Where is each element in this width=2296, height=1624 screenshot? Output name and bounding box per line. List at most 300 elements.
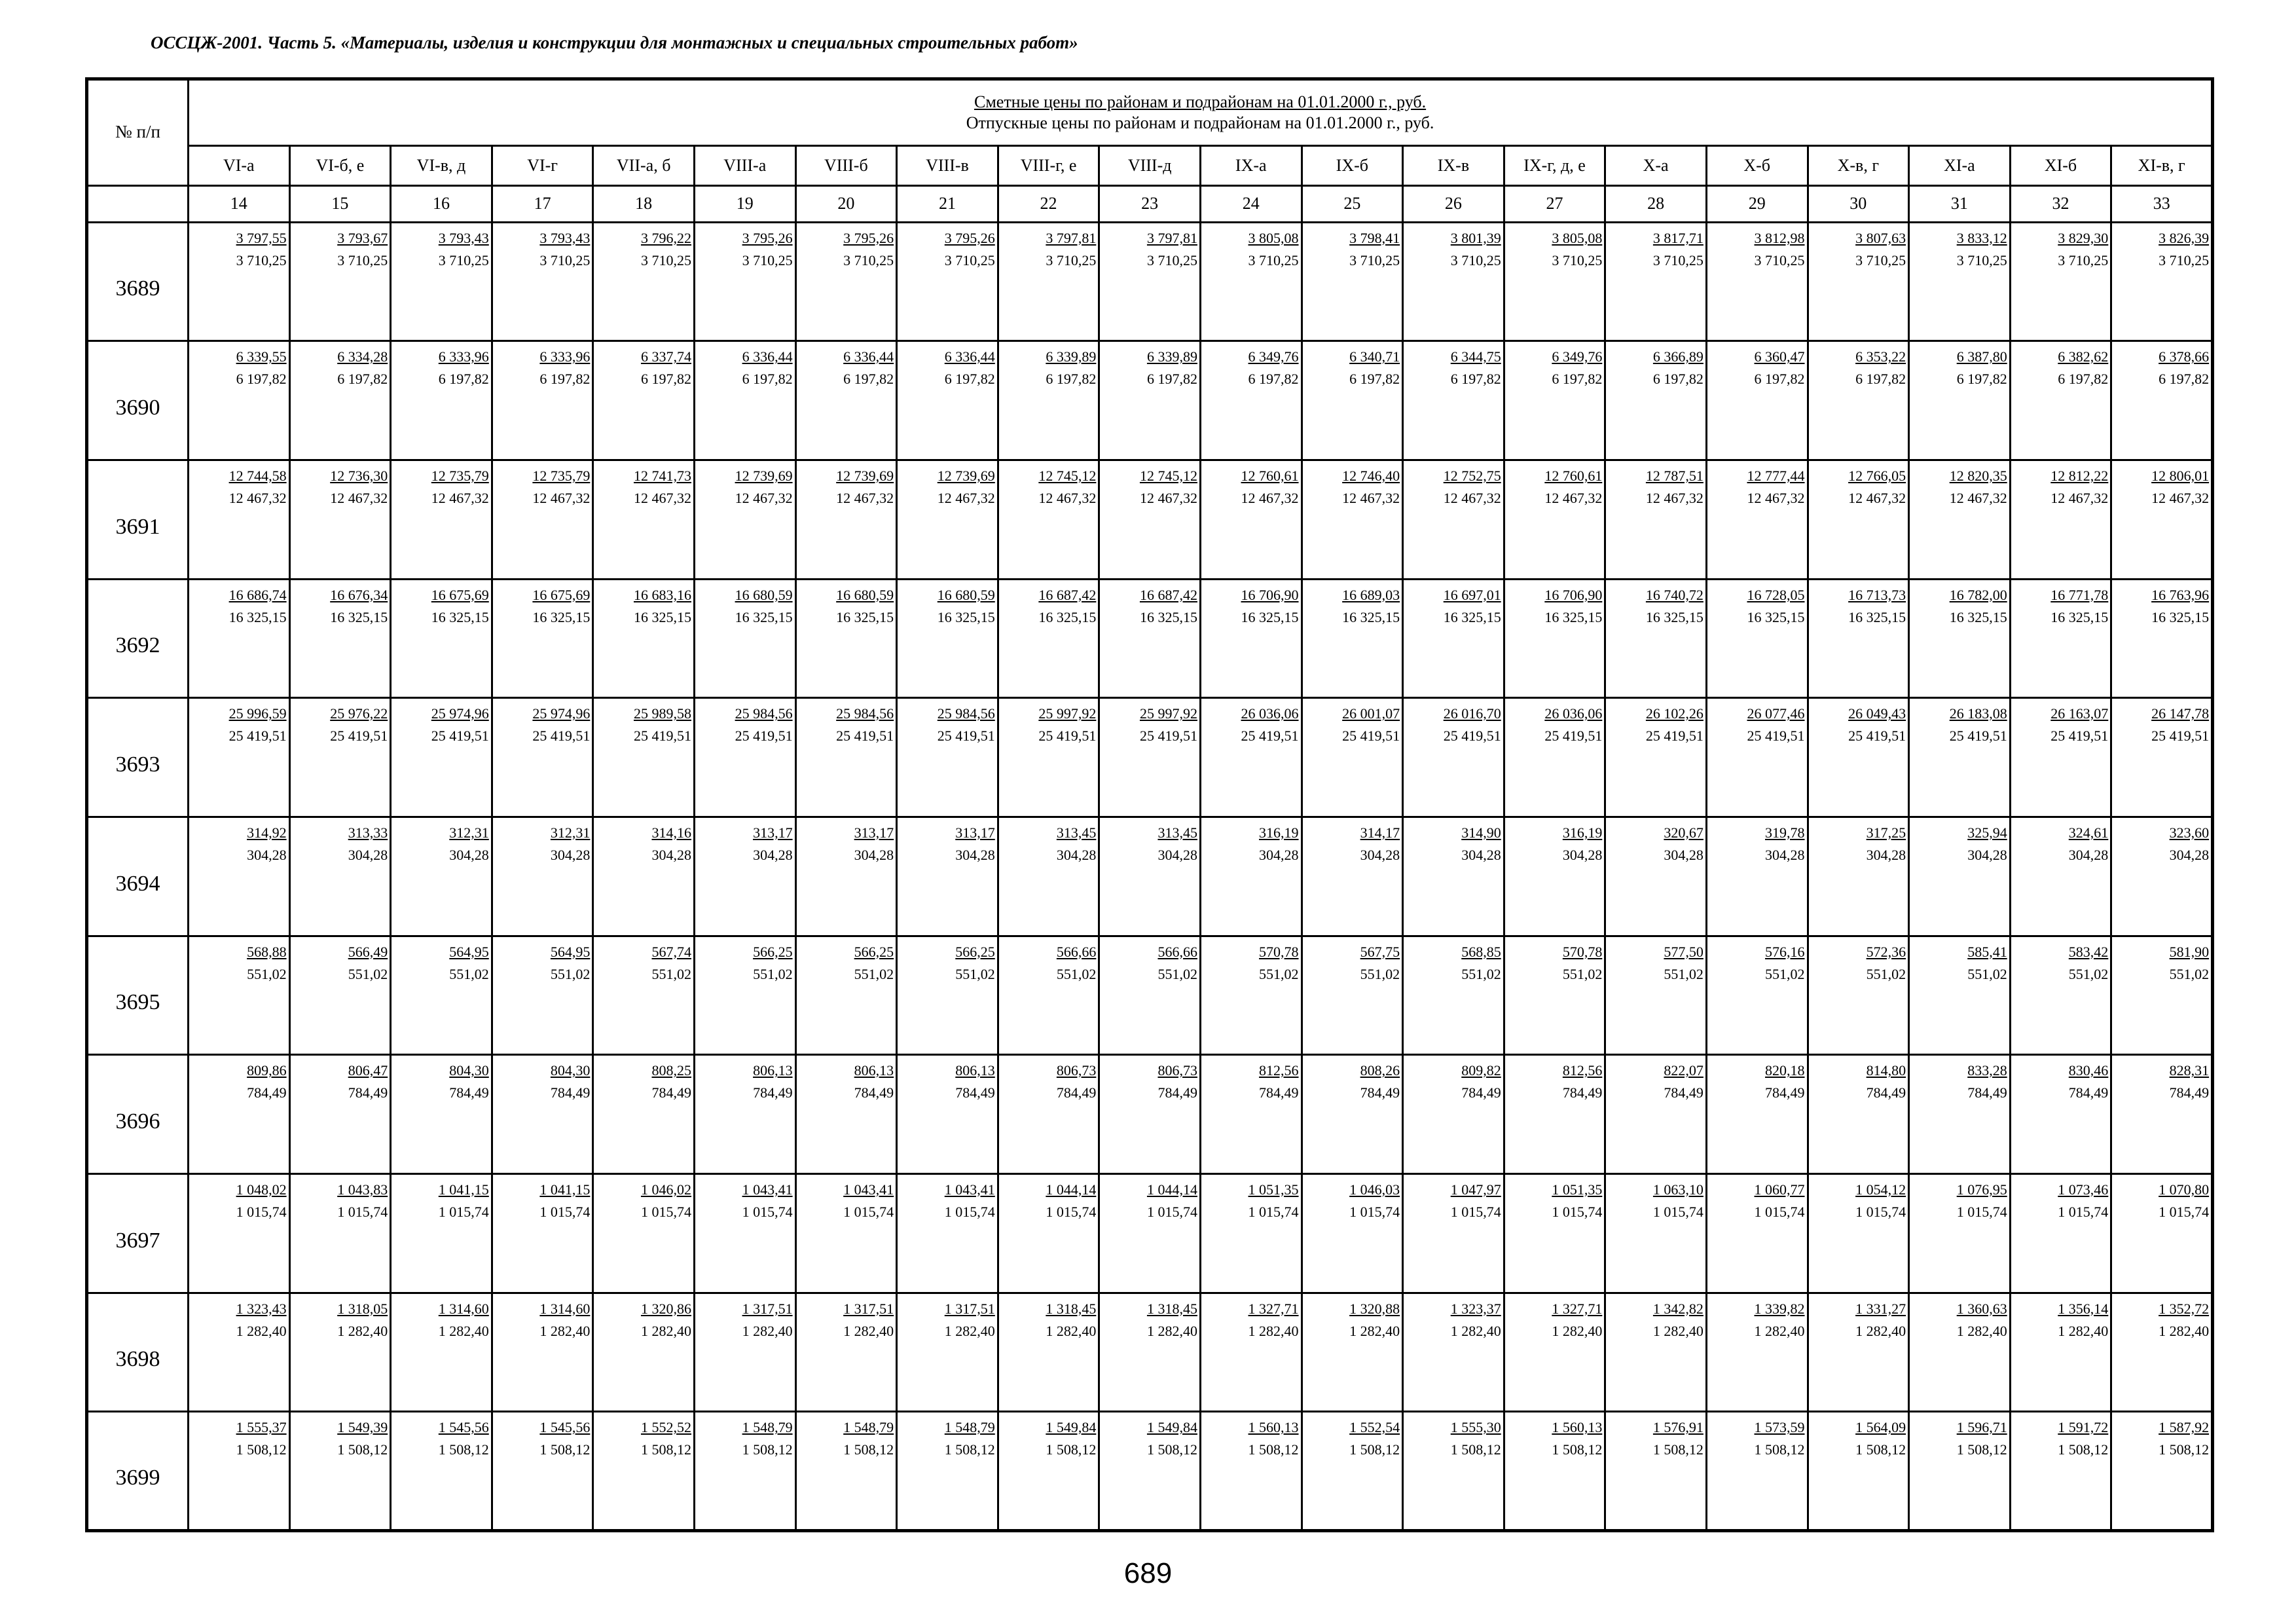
row-number: 3690 (87, 341, 189, 460)
estimate-price: 314,90 (1461, 824, 1501, 841)
price-cell (2010, 1412, 2111, 1531)
release-price: 16 325,15 (937, 608, 995, 625)
release-price: 12 467,32 (735, 490, 793, 507)
price-cell (593, 698, 695, 817)
estimate-price: 26 001,07 (1342, 705, 1400, 722)
estimate-price: 3 796,22 (640, 229, 691, 246)
release-price: 6 197,82 (2058, 371, 2109, 388)
price-cell (1302, 1055, 1403, 1174)
estimate-price: 6 339,89 (1046, 348, 1097, 365)
release-price: 1 015,74 (539, 1203, 591, 1220)
price-cell (1302, 341, 1403, 460)
estimate-price: 1 046,02 (640, 1181, 691, 1198)
estimate-price: 316,19 (1259, 824, 1299, 841)
release-price: 12 467,32 (937, 490, 995, 507)
price-cell (998, 1173, 1099, 1293)
estimate-price: 313,45 (1056, 824, 1097, 841)
estimate-price: 16 763,96 (2151, 586, 2210, 603)
release-price: 3 710,25 (1046, 251, 1097, 268)
release-price: 12 467,32 (1241, 490, 1299, 507)
release-price: 1 015,74 (236, 1203, 287, 1220)
estimate-price: 570,78 (1562, 943, 1603, 960)
column-number: 23 (1099, 185, 1201, 222)
table-row (87, 1293, 2213, 1412)
price-cell (2010, 1055, 2111, 1174)
column-number: 27 (1504, 185, 1605, 222)
estimate-price: 16 680,59 (836, 586, 894, 603)
price-cell (897, 341, 998, 460)
release-price: 12 467,32 (228, 490, 287, 507)
price-cell (1605, 460, 1707, 580)
price-cell (897, 936, 998, 1055)
region-header: VIII-б (795, 146, 897, 185)
estimate-price: 1 549,84 (1146, 1419, 1197, 1436)
release-price: 16 325,15 (1443, 608, 1501, 625)
price-cell (189, 698, 290, 817)
row-number: 3698 (87, 1293, 189, 1412)
estimate-price: 314,16 (651, 824, 691, 841)
estimate-price: 25 997,92 (1038, 705, 1097, 722)
price-cell (2111, 222, 2213, 341)
price-cell (1403, 579, 1504, 698)
table-row (87, 936, 2213, 1055)
estimate-price: 806,73 (1056, 1062, 1097, 1079)
price-cell (795, 1173, 897, 1293)
release-price: 1 508,12 (1349, 1441, 1400, 1458)
estimate-price: 570,78 (1259, 943, 1299, 960)
release-price: 16 325,15 (1241, 608, 1299, 625)
release-price: 784,49 (1360, 1084, 1400, 1101)
release-price: 25 419,51 (1241, 728, 1299, 745)
price-cell (2111, 579, 2213, 698)
estimate-price: 3 833,12 (1956, 229, 2007, 246)
estimate-price: 6 333,96 (438, 348, 489, 365)
region-header: VI-б, е (289, 146, 391, 185)
release-price: 25 419,51 (330, 728, 388, 745)
release-price: 784,49 (1157, 1084, 1197, 1101)
column-number: 16 (391, 185, 492, 222)
estimate-price: 1 076,95 (1956, 1181, 2007, 1198)
caption-release: Отпускные цены по районам и подрайонам на 01.01.2000 г., руб. (966, 113, 1434, 133)
estimate-price: 804,30 (550, 1062, 591, 1079)
price-cell (1909, 1412, 2011, 1531)
estimate-price: 1 545,56 (539, 1419, 591, 1436)
estimate-price: 564,95 (550, 943, 591, 960)
release-price: 304,28 (1664, 847, 1704, 864)
estimate-price: 1 548,79 (843, 1419, 894, 1436)
estimate-price: 1 047,97 (1450, 1181, 1501, 1198)
estimate-price: 12 735,79 (431, 468, 489, 485)
price-cell (1808, 1412, 1909, 1531)
estimate-price: 567,75 (1360, 943, 1400, 960)
estimate-price: 6 339,55 (236, 348, 287, 365)
estimate-price: 6 360,47 (1754, 348, 1805, 365)
release-price: 1 508,12 (2159, 1441, 2210, 1458)
price-cell (1706, 1293, 1808, 1412)
estimate-price: 16 782,00 (1949, 586, 2007, 603)
release-price: 304,28 (1967, 847, 2007, 864)
price-cell (795, 579, 897, 698)
region-header: IX-а (1200, 146, 1302, 185)
release-price: 784,49 (348, 1084, 388, 1101)
price-cell (1706, 698, 1808, 817)
release-price: 1 282,40 (2159, 1322, 2210, 1339)
estimate-price: 822,07 (1664, 1062, 1704, 1079)
estimate-price: 12 745,12 (1139, 468, 1197, 485)
estimate-price: 1 046,03 (1349, 1181, 1400, 1198)
release-price: 784,49 (955, 1084, 995, 1101)
release-price: 551,02 (2169, 965, 2210, 982)
estimate-price: 828,31 (2169, 1062, 2210, 1079)
estimate-price: 1 564,09 (1855, 1419, 1906, 1436)
estimate-price: 1 342,82 (1652, 1300, 1704, 1317)
price-cell (289, 1412, 391, 1531)
release-price: 1 282,40 (539, 1322, 591, 1339)
price-cell (694, 698, 795, 817)
price-cell (897, 222, 998, 341)
price-cell (189, 817, 290, 936)
running-header: ОССЦЖ-2001. Часть 5. «Материалы, изделия и конструкции для монтажных и специальных строительных работ» (151, 33, 1078, 52)
price-cell (1200, 936, 1302, 1055)
estimate-price: 1 548,79 (944, 1419, 995, 1436)
release-price: 1 015,74 (2058, 1203, 2109, 1220)
price-cell (1504, 222, 1605, 341)
estimate-price: 16 686,74 (228, 586, 287, 603)
price-cell (1200, 341, 1302, 460)
release-price: 12 467,32 (633, 490, 691, 507)
estimate-price: 6 340,71 (1349, 348, 1400, 365)
estimate-price: 1 327,71 (1552, 1300, 1603, 1317)
estimate-price: 16 740,72 (1645, 586, 1704, 603)
estimate-price: 16 683,16 (633, 586, 691, 603)
page-number: 689 (1123, 1557, 1173, 1589)
price-cell (1200, 817, 1302, 936)
estimate-price: 566,66 (1157, 943, 1197, 960)
release-price: 304,28 (449, 847, 489, 864)
estimate-price: 16 706,90 (1241, 586, 1299, 603)
price-cell (1909, 460, 2011, 580)
price-cell (189, 460, 290, 580)
release-price: 304,28 (2068, 847, 2109, 864)
release-price: 6 197,82 (236, 371, 287, 388)
release-price: 1 282,40 (1046, 1322, 1097, 1339)
price-cell (897, 698, 998, 817)
price-cell (492, 936, 593, 1055)
column-number: 24 (1200, 185, 1302, 222)
estimate-price: 3 812,98 (1754, 229, 1805, 246)
estimate-price: 25 976,22 (330, 705, 388, 722)
release-price: 1 508,12 (843, 1441, 894, 1458)
estimate-price: 16 676,34 (330, 586, 388, 603)
release-price: 551,02 (1360, 965, 1400, 982)
price-cell (391, 936, 492, 1055)
release-price: 551,02 (1765, 965, 1805, 982)
price-cell (998, 460, 1099, 580)
price-cell (391, 341, 492, 460)
release-price: 1 508,12 (337, 1441, 388, 1458)
release-price: 1 282,40 (1652, 1322, 1704, 1339)
price-cell (1302, 460, 1403, 580)
release-price: 6 197,82 (742, 371, 793, 388)
price-cell (1504, 460, 1605, 580)
price-cell (391, 579, 492, 698)
release-price: 1 015,74 (1046, 1203, 1097, 1220)
price-cell (1808, 460, 1909, 580)
price-cell (1706, 1173, 1808, 1293)
price-cell (593, 817, 695, 936)
row-number: 3697 (87, 1173, 189, 1293)
estimate-price: 6 349,76 (1552, 348, 1603, 365)
estimate-price: 1 573,59 (1754, 1419, 1805, 1436)
estimate-price: 1 555,30 (1450, 1419, 1501, 1436)
price-cell (1504, 1173, 1605, 1293)
release-price: 1 015,74 (438, 1203, 489, 1220)
price-cell (1302, 936, 1403, 1055)
estimate-price: 12 812,22 (2050, 468, 2109, 485)
release-price: 3 710,25 (337, 251, 388, 268)
release-price: 551,02 (348, 965, 388, 982)
release-price: 551,02 (1664, 965, 1704, 982)
price-cell (998, 817, 1099, 936)
release-price: 784,49 (854, 1084, 894, 1101)
estimate-price: 577,50 (1664, 943, 1704, 960)
price-cell (391, 698, 492, 817)
price-cell (694, 1412, 795, 1531)
estimate-price: 564,95 (449, 943, 489, 960)
release-price: 784,49 (1056, 1084, 1097, 1101)
release-price: 12 467,32 (1848, 490, 1906, 507)
release-price: 25 419,51 (1139, 728, 1197, 745)
price-cell (289, 460, 391, 580)
release-price: 6 197,82 (1450, 371, 1501, 388)
price-cell (694, 579, 795, 698)
price-cell (1706, 936, 1808, 1055)
estimate-price: 3 793,43 (539, 229, 591, 246)
estimate-price: 3 795,26 (742, 229, 793, 246)
column-number: 21 (897, 185, 998, 222)
estimate-price: 1 331,27 (1855, 1300, 1906, 1317)
release-price: 6 197,82 (337, 371, 388, 388)
estimate-price: 3 826,39 (2159, 229, 2210, 246)
estimate-price: 1 317,51 (843, 1300, 894, 1317)
estimate-price: 1 043,41 (843, 1181, 894, 1198)
estimate-price: 1 043,41 (742, 1181, 793, 1198)
estimate-price: 583,42 (2068, 943, 2109, 960)
price-cell (1302, 579, 1403, 698)
estimate-price: 26 036,06 (1544, 705, 1603, 722)
release-price: 25 419,51 (937, 728, 995, 745)
estimate-price: 1 327,71 (1248, 1300, 1299, 1317)
column-number: 25 (1302, 185, 1403, 222)
estimate-price: 313,33 (348, 824, 388, 841)
release-price: 304,28 (955, 847, 995, 864)
column-number: 20 (795, 185, 897, 222)
price-cell (2111, 817, 2213, 936)
region-header: X-в, г (1808, 146, 1909, 185)
region-header: VIII-г, е (998, 146, 1099, 185)
caption-row (87, 79, 2213, 146)
price-cell (1605, 579, 1707, 698)
price-cell (1909, 1173, 2011, 1293)
release-price: 551,02 (651, 965, 691, 982)
estimate-price: 585,41 (1967, 943, 2007, 960)
estimate-price: 3 801,39 (1450, 229, 1501, 246)
estimate-price: 830,46 (2068, 1062, 2109, 1079)
estimate-price: 16 687,42 (1038, 586, 1097, 603)
price-cell (2111, 936, 2213, 1055)
price-cell (795, 1412, 897, 1531)
price-cell (897, 817, 998, 936)
estimate-price: 1 318,45 (1146, 1300, 1197, 1317)
release-price: 3 710,25 (1146, 251, 1197, 268)
estimate-price: 1 549,39 (337, 1419, 388, 1436)
estimate-price: 6 378,66 (2159, 348, 2210, 365)
release-price: 25 419,51 (1342, 728, 1400, 745)
release-price: 12 467,32 (2151, 490, 2210, 507)
table-row (87, 579, 2213, 698)
release-price: 1 508,12 (1855, 1441, 1906, 1458)
estimate-price: 1 545,56 (438, 1419, 489, 1436)
estimate-price: 320,67 (1664, 824, 1704, 841)
release-price: 6 197,82 (944, 371, 995, 388)
price-cell (1099, 1055, 1201, 1174)
price-cell (289, 579, 391, 698)
release-price: 784,49 (449, 1084, 489, 1101)
price-cell (1200, 222, 1302, 341)
price-cell (391, 1055, 492, 1174)
release-price: 1 015,74 (1248, 1203, 1299, 1220)
row-number: 3691 (87, 460, 189, 580)
column-number-blank (87, 185, 189, 222)
table-row (87, 1055, 2213, 1174)
price-cell (391, 460, 492, 580)
release-price: 16 325,15 (1342, 608, 1400, 625)
row-number: 3695 (87, 936, 189, 1055)
release-price: 25 419,51 (1645, 728, 1704, 745)
row-number: 3699 (87, 1412, 189, 1531)
release-price: 551,02 (955, 965, 995, 982)
price-cell (1605, 698, 1707, 817)
price-cell (1706, 341, 1808, 460)
price-cell (289, 936, 391, 1055)
release-price: 1 508,12 (640, 1441, 691, 1458)
estimate-price: 581,90 (2169, 943, 2210, 960)
price-cell (2010, 698, 2111, 817)
release-price: 12 467,32 (1747, 490, 1805, 507)
release-price: 16 325,15 (1645, 608, 1704, 625)
release-price: 3 710,25 (2159, 251, 2210, 268)
estimate-price: 25 989,58 (633, 705, 691, 722)
estimate-price: 572,36 (1866, 943, 1906, 960)
price-cell (1706, 1412, 1808, 1531)
estimate-price: 1 041,15 (539, 1181, 591, 1198)
estimate-price: 812,56 (1259, 1062, 1299, 1079)
estimate-price: 314,17 (1360, 824, 1400, 841)
release-price: 1 508,12 (1652, 1441, 1704, 1458)
release-price: 1 282,40 (742, 1322, 793, 1339)
release-price: 551,02 (1866, 965, 1906, 982)
estimate-price: 16 675,69 (431, 586, 489, 603)
release-price: 3 710,25 (1349, 251, 1400, 268)
estimate-price: 16 675,69 (532, 586, 591, 603)
estimate-price: 317,25 (1866, 824, 1906, 841)
release-price: 551,02 (1967, 965, 2007, 982)
release-price: 16 325,15 (228, 608, 287, 625)
release-price: 551,02 (1259, 965, 1299, 982)
release-price: 784,49 (247, 1084, 287, 1101)
release-price: 6 197,82 (1552, 371, 1603, 388)
price-cell (1099, 698, 1201, 817)
column-number: 22 (998, 185, 1099, 222)
estimate-price: 12 739,69 (937, 468, 995, 485)
estimate-price: 26 147,78 (2151, 705, 2210, 722)
release-price: 12 467,32 (836, 490, 894, 507)
estimate-price: 1 576,91 (1652, 1419, 1704, 1436)
release-price: 12 467,32 (1645, 490, 1704, 507)
price-cell (1504, 698, 1605, 817)
column-number: 18 (593, 185, 695, 222)
estimate-price: 1 339,82 (1754, 1300, 1805, 1317)
estimate-price: 1 070,80 (2159, 1181, 2210, 1198)
estimate-price: 316,19 (1562, 824, 1603, 841)
estimate-price: 833,28 (1967, 1062, 2007, 1079)
release-price: 25 419,51 (633, 728, 691, 745)
table-caption (189, 79, 2213, 146)
price-cell (1909, 698, 2011, 817)
release-price: 3 710,25 (1450, 251, 1501, 268)
region-header: XI-а (1909, 146, 2011, 185)
price-cell (897, 1055, 998, 1174)
estimate-price: 12 739,69 (836, 468, 894, 485)
price-cell (998, 1412, 1099, 1531)
release-price: 16 325,15 (2050, 608, 2109, 625)
column-number: 17 (492, 185, 593, 222)
estimate-price: 3 793,43 (438, 229, 489, 246)
price-cell (1909, 222, 2011, 341)
release-price: 25 419,51 (1443, 728, 1501, 745)
estimate-price: 12 745,12 (1038, 468, 1097, 485)
price-cell (593, 341, 695, 460)
price-cell (897, 1412, 998, 1531)
price-cell (1605, 1293, 1707, 1412)
release-price: 6 197,82 (1349, 371, 1400, 388)
release-price: 1 015,74 (337, 1203, 388, 1220)
caption-estimate: Сметные цены по районам и подрайонам на 01.01.2000 г., руб. (974, 92, 1427, 111)
price-cell (1808, 698, 1909, 817)
price-cell (289, 1055, 391, 1174)
release-price: 12 467,32 (532, 490, 591, 507)
price-cell (492, 1173, 593, 1293)
release-price: 1 508,12 (236, 1441, 287, 1458)
release-price: 1 282,40 (1552, 1322, 1603, 1339)
release-price: 6 197,82 (1855, 371, 1906, 388)
release-price: 6 197,82 (640, 371, 691, 388)
price-cell (1808, 1173, 1909, 1293)
estimate-price: 12 746,40 (1342, 468, 1400, 485)
estimate-price: 313,17 (854, 824, 894, 841)
estimate-price: 25 984,56 (836, 705, 894, 722)
row-number: 3689 (87, 222, 189, 341)
estimate-price: 1 560,13 (1248, 1419, 1299, 1436)
release-price: 1 282,40 (337, 1322, 388, 1339)
estimate-price: 3 795,26 (944, 229, 995, 246)
estimate-price: 1 051,35 (1248, 1181, 1299, 1198)
price-cell (897, 460, 998, 580)
release-price: 1 282,40 (843, 1322, 894, 1339)
price-cell (1706, 579, 1808, 698)
estimate-price: 26 183,08 (1949, 705, 2007, 722)
estimate-price: 3 817,71 (1652, 229, 1704, 246)
